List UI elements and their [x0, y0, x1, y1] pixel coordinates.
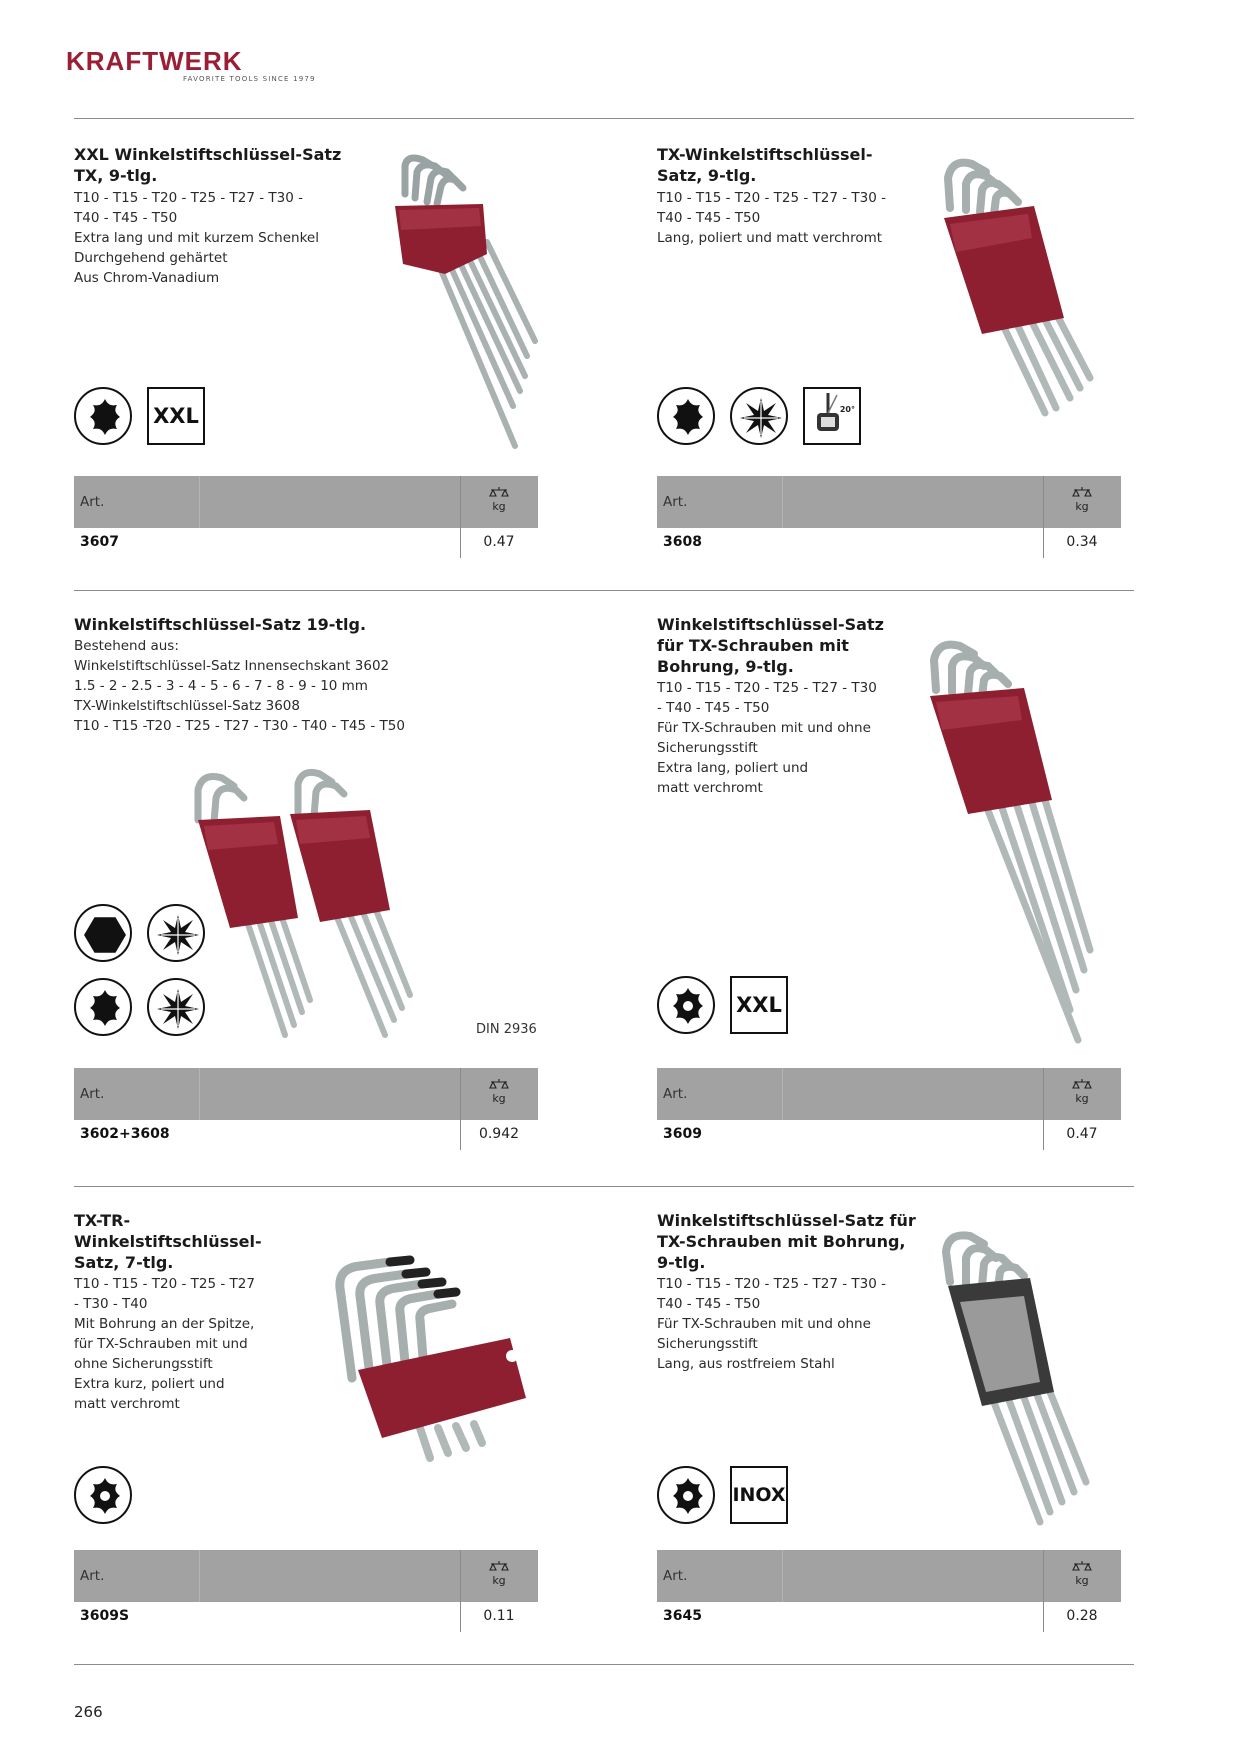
product-image [190, 750, 450, 1045]
brand-name: KRAFTWERK [66, 46, 243, 76]
article-number: 3608 [663, 534, 702, 550]
scale-icon [489, 1560, 509, 1572]
product-description: T10 - T15 - T20 - T25 - T27 - T30 - T40 Mit Bohrung an der Spitze, für TX-Schrauben mit und ohne Sicherungsstift Extra kurz, poliert und matt verchromt [74, 1276, 255, 1412]
table-row [74, 1602, 538, 1632]
art-header: Art. [80, 1086, 105, 1102]
product-image [375, 146, 550, 456]
divider [74, 118, 1134, 119]
art-header: Art. [80, 1568, 105, 1584]
product-title: Winkelstiftschlüssel-Satz für TX-Schrauben mit Bohrung, 9-tlg. [657, 615, 884, 676]
torx-icon [74, 387, 132, 445]
weight-header: kg [460, 1550, 538, 1602]
product-image [330, 1238, 530, 1468]
product-image [930, 1222, 1120, 1532]
weight-header: kg [1043, 1068, 1121, 1120]
weight-value: 0.942 [478, 1126, 520, 1142]
article-number: 3609 [663, 1126, 702, 1142]
article-number: 3607 [80, 534, 119, 550]
angle-20-badge: 20° [803, 387, 861, 445]
product-description: Bestehend aus: Winkelstiftschlüssel-Satz Innensechskant 3602 1.5 - 2 - 2.5 - 3 - 4 - 5 - 6 - 7 - 8 - 9 - 10 mm TX-Winkelstiftschlüssel-Satz 3608 T10 - T15 -T20 - T25 - T27 - T30 - T40 - T45 - T50 [74, 638, 405, 734]
torx-plus-icon [730, 387, 788, 445]
table-row [657, 1120, 1121, 1150]
inox-badge: INOX [730, 1466, 788, 1524]
weight-header: kg [460, 1068, 538, 1120]
table-row [74, 1120, 538, 1150]
scale-icon [489, 1078, 509, 1090]
din-standard: DIN 2936 [476, 1022, 537, 1037]
scale-icon [1072, 486, 1092, 498]
product-title: TX-Winkelstiftschlüssel- Satz, 9-tlg. [657, 145, 873, 185]
scale-icon [489, 486, 509, 498]
art-header: Art. [663, 1086, 688, 1102]
table-row [74, 528, 538, 558]
torx-icon [74, 978, 132, 1036]
product-description: T10 - T15 - T20 - T25 - T27 - T30 - T40 - T45 - T50 Extra lang und mit kurzem Schenkel Durchgehend gehärtet Aus Chrom-Vanadium [74, 190, 319, 286]
weight-header: kg [1043, 476, 1121, 528]
product-title: TX-TR- Winkelstiftschlüssel- Satz, 7-tlg. [74, 1211, 262, 1272]
page-number: 266 [74, 1703, 103, 1721]
torx-tr-icon [657, 976, 715, 1034]
weight-header: kg [1043, 1550, 1121, 1602]
article-number: 3602+3608 [80, 1126, 170, 1142]
weight-value: 0.11 [483, 1608, 515, 1624]
hex-icon [74, 904, 132, 962]
product-title: Winkelstiftschlüssel-Satz für TX-Schrauben mit Bohrung, 9-tlg. [657, 1211, 916, 1272]
xxl-badge: XXL [147, 387, 205, 445]
divider [74, 1664, 1134, 1665]
torx-tr-icon [74, 1466, 132, 1524]
art-header: Art. [663, 494, 688, 510]
divider [74, 1186, 1134, 1187]
xxl-badge: XXL [730, 976, 788, 1034]
article-number: 3609S [80, 1608, 130, 1624]
brand-logo [66, 46, 316, 88]
scale-icon [1072, 1078, 1092, 1090]
article-number: 3645 [663, 1608, 702, 1624]
product-image [920, 630, 1110, 1050]
product-description: T10 - T15 - T20 - T25 - T27 - T30 - T40 - T45 - T50 Für TX-Schrauben mit und ohne Sicherungsstift Lang, aus rostfreiem Stahl [657, 1276, 886, 1372]
weight-value: 0.34 [1066, 534, 1098, 550]
product-image [930, 148, 1120, 423]
product-description: T10 - T15 - T20 - T25 - T27 - T30 - T40 - T45 - T50 Lang, poliert und matt verchromt [657, 190, 886, 246]
art-header: Art. [80, 494, 105, 510]
torx-icon [657, 387, 715, 445]
product-title: XXL Winkelstiftschlüssel-Satz TX, 9-tlg. [74, 145, 342, 185]
table-row [657, 1602, 1121, 1632]
weight-value: 0.47 [483, 534, 515, 550]
divider [74, 590, 1134, 591]
product-title: Winkelstiftschlüssel-Satz 19-tlg. [74, 615, 367, 634]
art-header: Art. [663, 1568, 688, 1584]
table-row [657, 528, 1121, 558]
weight-value: 0.47 [1066, 1126, 1098, 1142]
product-description: T10 - T15 - T20 - T25 - T27 - T30 - T40 - T45 - T50 Für TX-Schrauben mit und ohne Sicherungsstift Extra lang, poliert und matt verchromt [657, 680, 877, 796]
torx-tr-icon [657, 1466, 715, 1524]
weight-value: 0.28 [1066, 1608, 1098, 1624]
weight-header: kg [460, 476, 538, 528]
torx-ball-icon [147, 978, 205, 1036]
scale-icon [1072, 1560, 1092, 1572]
hex-ball-icon [147, 904, 205, 962]
brand-tagline: FAVORITE TOOLS SINCE 1979 [183, 75, 316, 83]
